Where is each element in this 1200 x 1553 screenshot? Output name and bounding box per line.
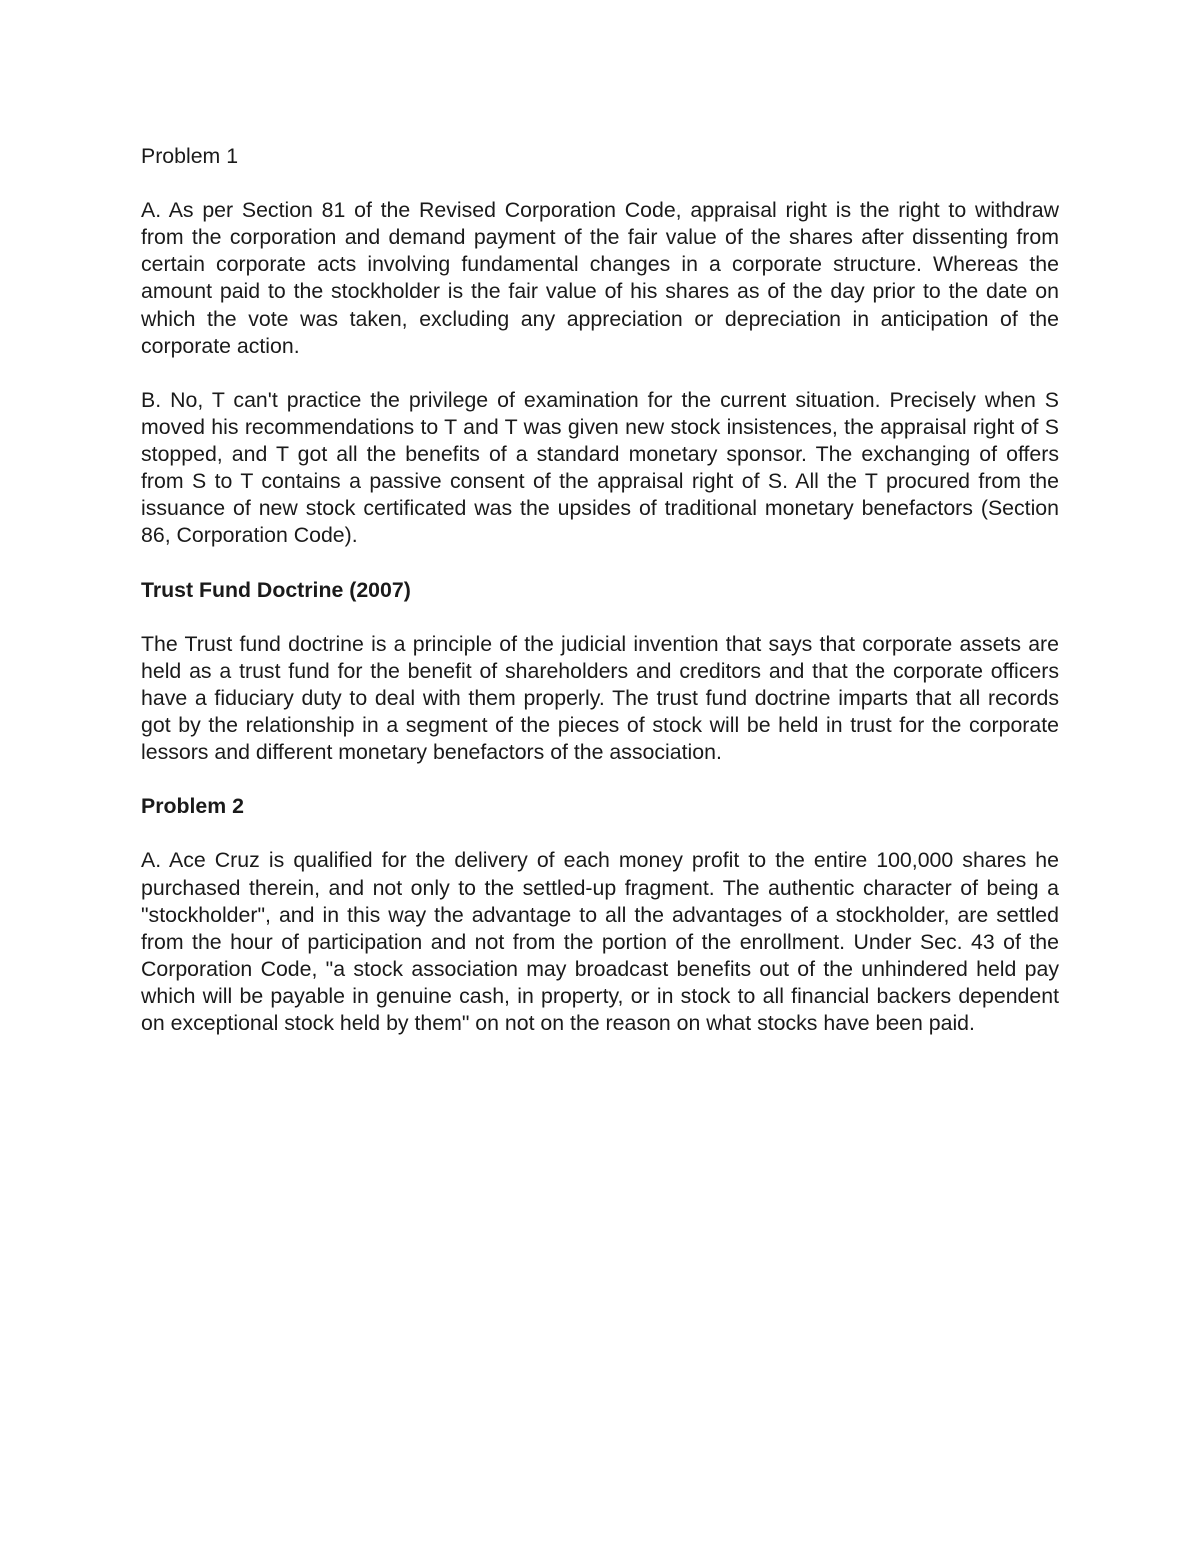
trust-fund-doctrine-body: The Trust fund doctrine is a principle of the judicial invention that says that corporate assets are held as a trust fund for the benefit of shareholders and creditors and that the corporate officers have a fiduciary duty to deal with them properly. The trust fund doctrine imparts that all records got by the relationship in a segment of the pieces of stock will be held in trust for the corporate lessors and different monetary benefactors of the association.: [141, 631, 1059, 765]
problem-1-answer-a: A. As per Section 81 of the Revised Corporation Code, appraisal right is the right to withdraw from the corporation and demand payment of the fair value of the shares after dissenting from certain corporate acts involving fundamental changes in a corporate structure. Whereas the amount paid to the stockholder is the fair value of his shares as of the day prior to the date on which the vote was taken, excluding any appreciation or depreciation in anticipation of the corporate action.: [141, 198, 1059, 358]
problem-1-answer-b: B. No, T can't practice the privilege of examination for the current situation. Precisely when S moved his recommendations to T and T was given new stock insistences, the appraisal right of S stopped, and T got all the benefits of a standard monetary sponsor. The exchanging of offers from S to T contains a passive consent of the appraisal right of S. All the T procured from the issuance of new stock certificated was the upsides of traditional monetary benefactors (Section 86, Corporation Code).: [141, 387, 1059, 548]
problem-1-heading: Problem 1: [141, 144, 239, 168]
problem-2-heading: Problem 2: [141, 794, 244, 819]
problem-2-answer-a: A. Ace Cruz is qualified for the delivery of each money profit to the entire 100,000 shares he purchased therein, and not only to the settled-up fragment. The authentic character of being a "stockholder", and in this way the advantage to all the advantages of a stockholder, are settled from the hour of participation and not from the portion of the enrollment. Under Sec. 43 of the Corporation Code, "a stock association may broadcast benefits out of the unhindered held pay which will be payable in genuine cash, in property, or in stock to all financial backers dependent on exceptional stock held by them" on not on the reason on what stocks have been paid.: [141, 848, 1059, 1035]
trust-fund-doctrine-heading: Trust Fund Doctrine (2007): [141, 577, 411, 602]
document-page: [141, 143, 1059, 1064]
